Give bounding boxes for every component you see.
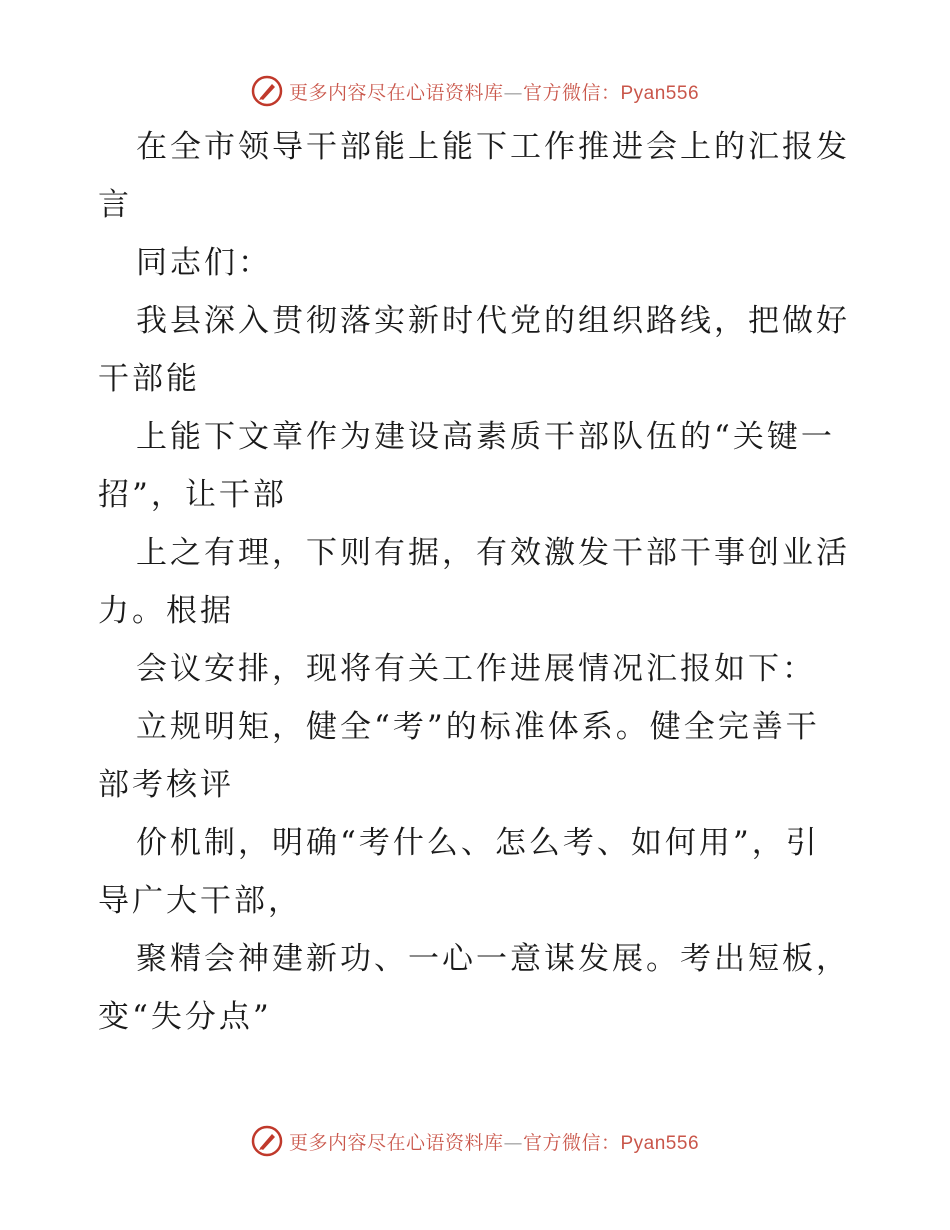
doc-title-line-1: 在全市领导干部能上能下工作推进会上的汇报发 — [136, 129, 850, 165]
banner-dash: — — [503, 81, 523, 104]
doc-line: 导广大干部， — [98, 883, 302, 919]
banner-site-text: 更多内容尽在心语资料库 — [288, 1131, 504, 1154]
quill-pen-icon — [251, 1125, 283, 1157]
doc-line: 干部能 — [98, 361, 200, 397]
doc-line: 招”，让干部 — [98, 477, 287, 513]
doc-line: 会议安排，现将有关工作进展情况汇报如下： — [136, 651, 816, 687]
banner-wechat-label: 官方微信： — [522, 81, 621, 104]
banner-site-text: 更多内容尽在心语资料库 — [288, 81, 504, 104]
banner-text — [289, 78, 699, 105]
banner-dash: — — [503, 1131, 523, 1154]
banner-wechat-id: Pyan556 — [620, 82, 700, 104]
footer-banner — [0, 1121, 950, 1161]
banner-text — [289, 1128, 699, 1155]
doc-line: 部考核评 — [98, 767, 234, 803]
doc-line: 变“失分点” — [98, 999, 272, 1035]
doc-line: 我县深入贯彻落实新时代党的组织路线，把做好 — [136, 303, 850, 339]
doc-salutation: 同志们： — [136, 245, 272, 281]
doc-line: 聚精会神建新功、一心一意谋发展。考出短板， — [136, 941, 850, 977]
banner-wechat-id: Pyan556 — [620, 1132, 700, 1154]
doc-line: 力。根据 — [98, 593, 234, 629]
banner-wechat-label: 官方微信： — [522, 1131, 621, 1154]
doc-line: 价机制，明确“考什么、怎么考、如何用”，引 — [136, 825, 820, 861]
document-body — [98, 118, 858, 1046]
doc-line: 上能下文章作为建设高素质干部队伍的“关键一 — [136, 419, 835, 455]
doc-title-line-2: 言 — [98, 187, 132, 223]
quill-pen-icon — [251, 75, 283, 107]
header-banner — [0, 71, 950, 111]
doc-line: 立规明矩，健全“考”的标准体系。健全完善干 — [136, 709, 820, 745]
doc-line: 上之有理，下则有据，有效激发干部干事创业活 — [136, 535, 850, 571]
